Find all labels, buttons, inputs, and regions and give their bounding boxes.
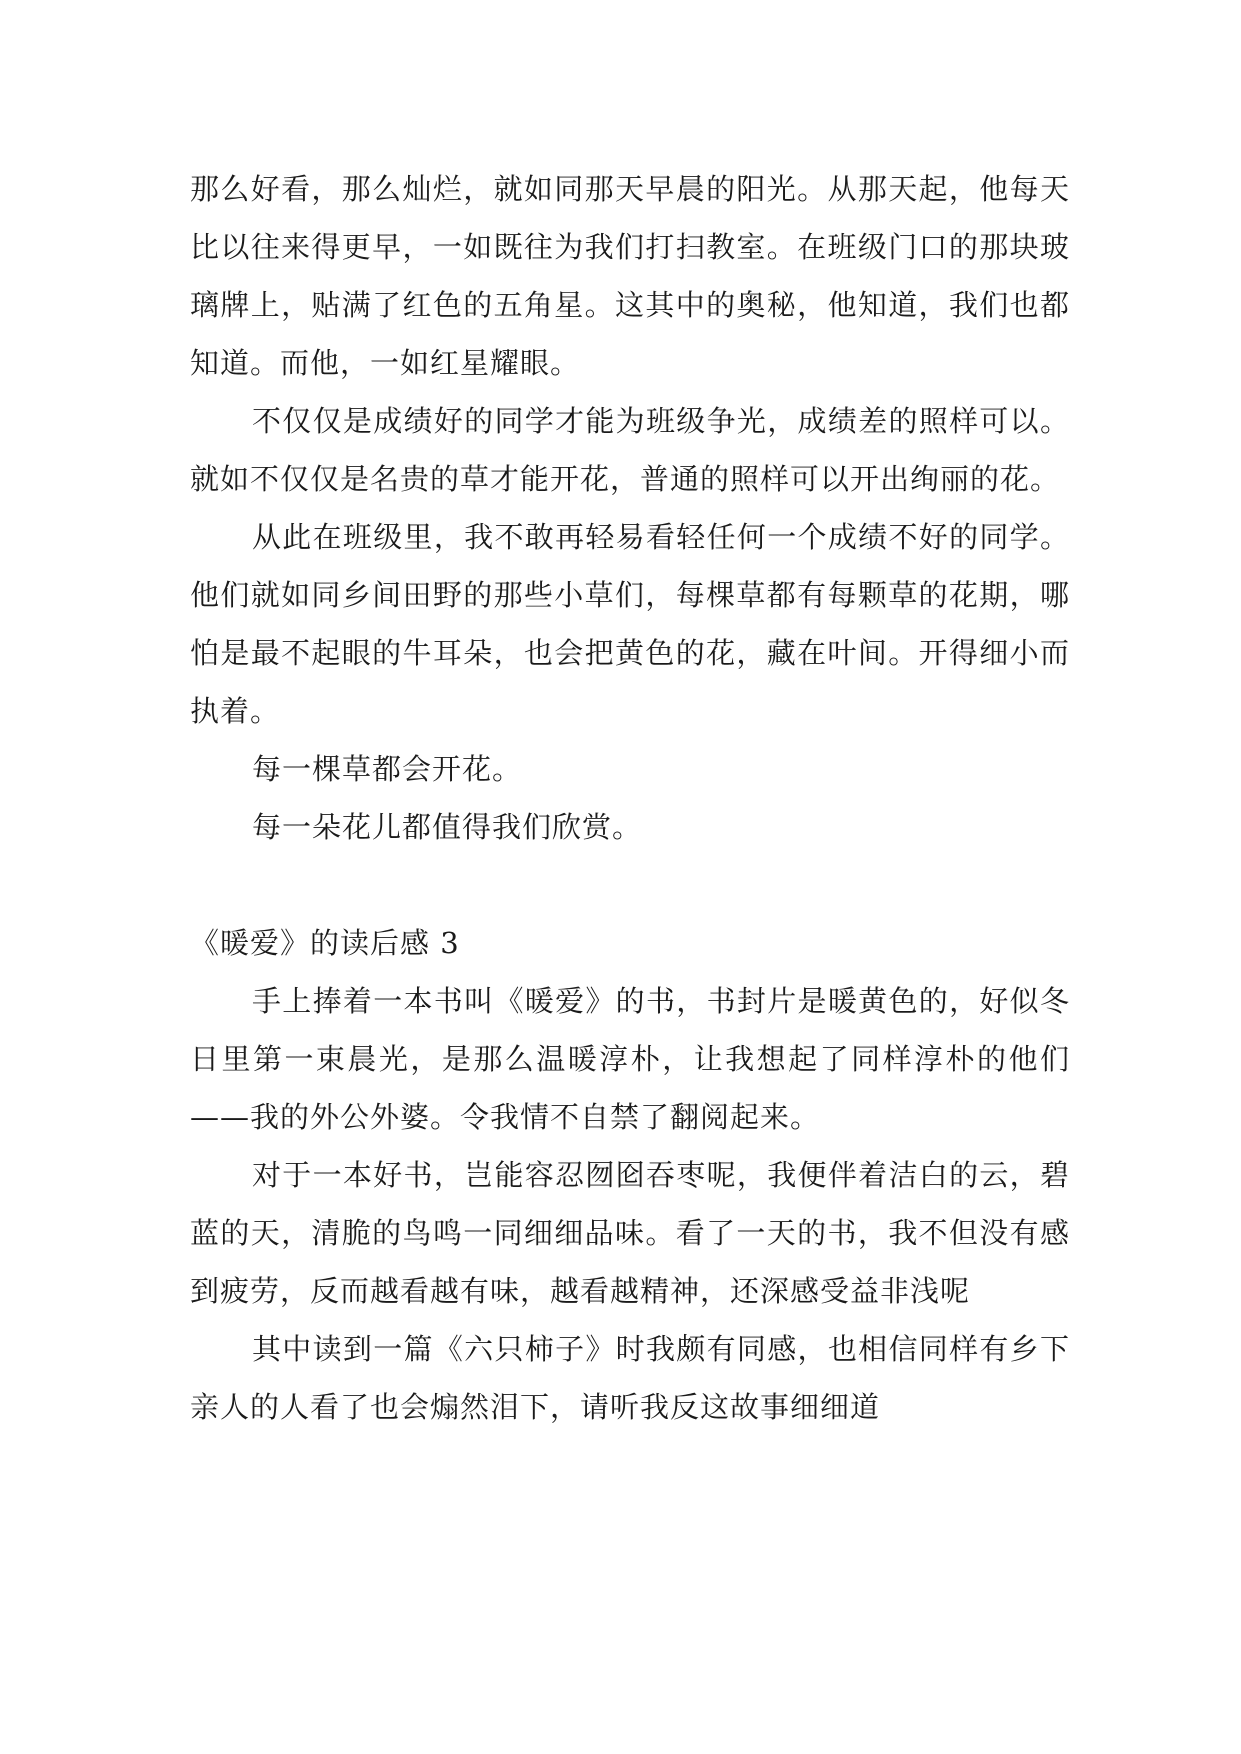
document-body [190,160,1070,1436]
paragraph: 那么好看，那么灿烂，就如同那天早晨的阳光。从那天起，他每天比以往来得更早，一如既往为我们打扫教室。在班级门口的那块玻璃牌上，贴满了红色的五角星。这其中的奥秘，他知道，我们也都知道。而他，一如红星耀眼。 [190,172,1070,380]
paragraph: 不仅仅是成绩好的同学才能为班级争光，成绩差的照样可以。就如不仅仅是名贵的草才能开花，普通的照样可以开出绚丽的花。 [190,404,1070,496]
paragraph: 手上捧着一本书叫《暖爱》的书，书封片是暖黄色的，好似冬日里第一束晨光，是那么温暖淳朴，让我想起了同样淳朴的他们——我的外公外婆。令我情不自禁了翻阅起来。 [190,984,1070,1134]
section-spacer [190,856,1070,914]
paragraph: 从此在班级里，我不敢再轻易看轻任何一个成绩不好的同学。他们就如同乡间田野的那些小草们，每棵草都有每颗草的花期，哪怕是最不起眼的牛耳朵，也会把黄色的花，藏在叶间。开得细小而执着。 [190,520,1070,728]
paragraph: 对于一本好书，岂能容忍囫囵吞枣呢，我便伴着洁白的云，碧蓝的天，清脆的鸟鸣一同细细品味。看了一天的书，我不但没有感到疲劳，反而越看越有味，越看越精神，还深感受益非浅呢 [190,1158,1070,1308]
paragraph: 每一朵花儿都值得我们欣赏。 [252,810,643,844]
section-title: 《暖爱》的读后感 3 [190,926,460,960]
paragraph: 每一棵草都会开花。 [252,752,523,786]
paragraph: 其中读到一篇《六只柿子》时我颇有同感，也相信同样有乡下亲人的人看了也会煽然泪下，请听我反这故事细细道 [190,1332,1070,1424]
